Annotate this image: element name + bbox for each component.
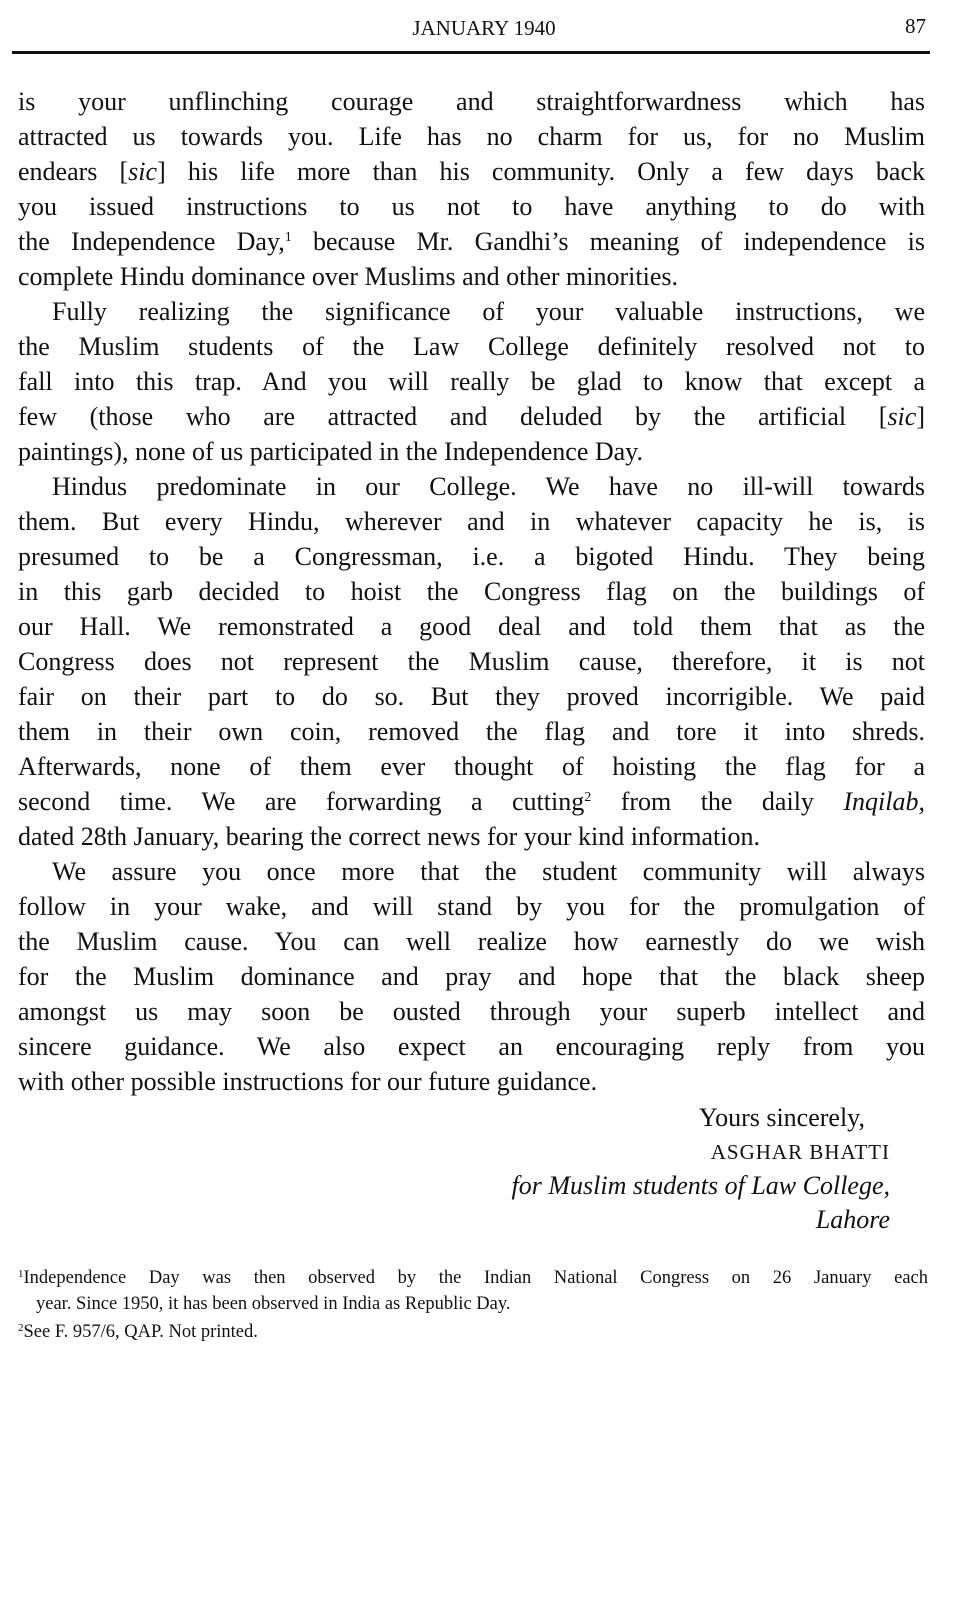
text-line (18, 84, 925, 119)
footnote-text: Independence Day was then observed by the Indian National Congress on 26 January each (23, 1268, 928, 1288)
text-segment: the Muslim students of the Law College definitely resolved not to (18, 332, 925, 361)
text-segment: paintings), none of us participated in the Independence Day. (18, 437, 643, 466)
running-header (0, 12, 968, 42)
closing: Yours sincerely, (698, 1103, 865, 1132)
text-segment: Fully realizing the significance of your valuable instructions, we (52, 297, 925, 326)
text-segment: you issued instructions to us not to have anything to do with (18, 192, 925, 221)
text-line (18, 399, 925, 434)
text-segment: Hindus predominate in our College. We have no ill-will towards (52, 472, 925, 501)
text-line (18, 889, 925, 924)
header-title: JANUARY 1940 (412, 16, 556, 40)
text-line (18, 539, 925, 574)
text-segment: the Muslim cause. You can well realize how earnestly do we wish (18, 927, 925, 956)
text-segment: presumed to be a Congressman, i.e. a bigoted Hindu. They being (18, 542, 925, 571)
text-segment: Inqilab, (843, 787, 925, 816)
text-segment: second time. We are forwarding a cutting (18, 787, 585, 816)
text-line (18, 224, 925, 259)
text-segment: fall into this trap. And you will really be glad to know that except a (18, 367, 925, 396)
text-line (18, 329, 925, 364)
text-line (18, 679, 925, 714)
text-segment: our Hall. We remonstrated a good deal and told them that as the (18, 612, 925, 641)
text-segment: endears [ (18, 157, 129, 186)
text-line (18, 644, 925, 679)
letter-body (18, 84, 925, 1099)
text-segment: ] his life more than his community. Only a few days back (157, 157, 925, 186)
footnote-text: See F. 957/6, QAP. Not printed. (23, 1322, 258, 1342)
text-segment: the Independence Day, (18, 227, 285, 256)
text-segment: We assure you once more that the student community will always (52, 857, 925, 886)
text-line (18, 1064, 925, 1099)
text-segment: with other possible instructions for our future guidance. (18, 1067, 598, 1096)
text-segment: amongst us may soon be ousted through your superb intellect and (18, 997, 925, 1026)
text-segment: few (those who are attracted and deluded by the artificial [ (18, 402, 888, 431)
text-segment: for the Muslim dominance and pray and hope that the black sheep (18, 962, 925, 991)
text-segment: Congress does not represent the Muslim cause, therefore, it is not (18, 647, 925, 676)
text-segment: Afterwards, none of them ever thought of hoisting the flag for a (18, 752, 925, 781)
footnote-mark: 1 (18, 1268, 24, 1280)
text-segment: dated 28th January, bearing the correct news for your kind information. (18, 822, 760, 851)
text-line (18, 1029, 925, 1064)
text-segment: fair on their part to do so. But they proved incorrigible. We paid (18, 682, 925, 711)
text-line (18, 434, 925, 469)
text-line (18, 819, 925, 854)
footnote-text: year. Since 1950, it has been observed in India as Republic Day. (36, 1294, 511, 1314)
footnote-2 (18, 1319, 928, 1345)
text-line (18, 854, 925, 889)
text-line (18, 364, 925, 399)
text-line (18, 714, 925, 749)
text-line (18, 994, 925, 1029)
text-segment: sincere guidance. We also expect an encouraging reply from you (18, 1032, 925, 1061)
text-line (18, 119, 925, 154)
footnote-reference: 1 (284, 230, 292, 245)
text-segment: follow in your wake, and will stand by you for the promulgation of (18, 892, 925, 921)
text-segment: from the daily (591, 787, 844, 816)
footnote-reference: 2 (584, 790, 592, 805)
text-line (18, 609, 925, 644)
text-segment: sic (887, 402, 917, 431)
text-segment: in this garb decided to hoist the Congress flag on the buildings of (18, 577, 925, 606)
text-segment: because Mr. Gandhi’s meaning of independence is (291, 227, 926, 256)
text-segment: them. But every Hindu, wherever and in whatever capacity he is, is (18, 507, 925, 536)
text-segment: them in their own coin, removed the flag and tore it into shreds. (18, 717, 925, 746)
text-line (18, 574, 925, 609)
text-line (18, 154, 925, 189)
footnote-mark: 2 (18, 1322, 24, 1334)
signatory-place: Lahore (815, 1205, 890, 1234)
text-line (18, 469, 925, 504)
text-line (18, 504, 925, 539)
page-number: 87 (905, 14, 926, 38)
text-line (18, 924, 925, 959)
text-line (18, 749, 925, 784)
signatory-name: ASGHAR BHATTI (710, 1140, 890, 1164)
text-segment: attracted us towards you. Life has no charm for us, for no Muslim (18, 122, 925, 151)
text-line (18, 189, 925, 224)
text-segment: sic (128, 157, 158, 186)
text-line (18, 294, 925, 329)
header-rule (12, 51, 930, 54)
footnote-1 (18, 1265, 928, 1317)
text-line (18, 784, 925, 819)
text-line (18, 259, 925, 294)
text-line (18, 959, 925, 994)
signatory-affiliation: for Muslim students of Law College, (511, 1171, 890, 1200)
text-segment: complete Hindu dominance over Muslims and other minorities. (18, 262, 678, 291)
text-segment: ] (916, 402, 925, 431)
text-segment: is your unflinching courage and straightforwardness which has (18, 87, 925, 116)
